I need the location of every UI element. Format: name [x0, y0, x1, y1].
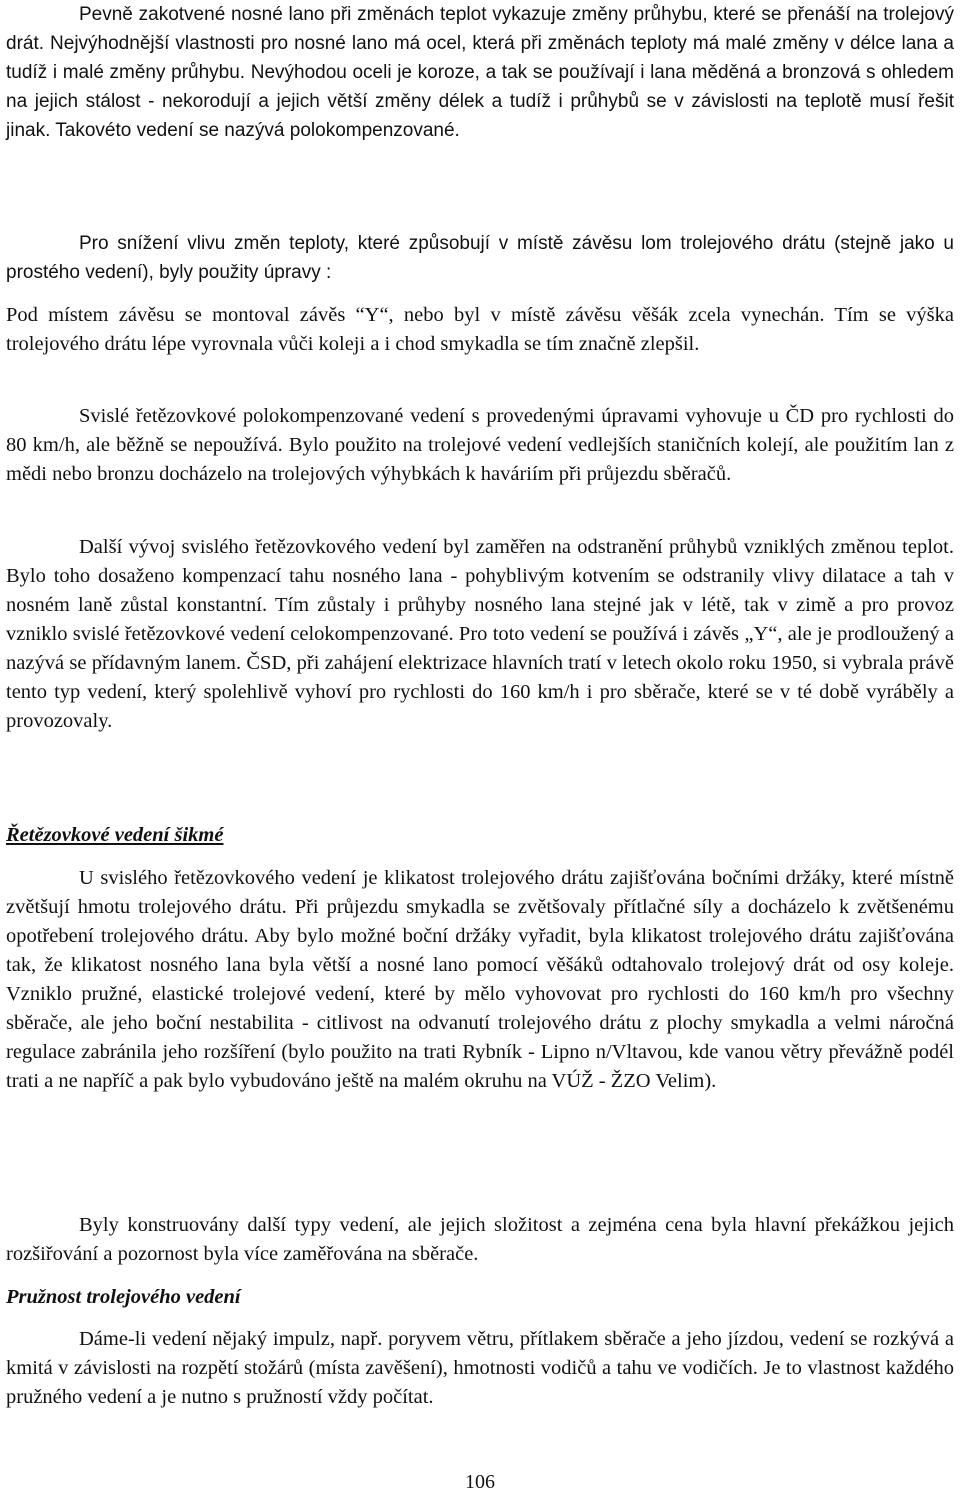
paragraph-temperature-reduction: Pro snížení vlivu změn teploty, které způsobují v místě závěsu lom trolejového drátu (stejně jako u prostého vedení), byly použity úpravy :: [6, 233, 954, 283]
paragraph-vertical-catenary: Svislé řetězovkové polokompenzované vedení s provedenými úpravami vyhovuje u ČD pro rychlosti do 80 km/h, ale běžně se nepoužívá. Bylo použito na trolejové vedení vedlejších staničních kolejí, ale použitím lan z mědi nebo bronzu docházelo na trolejových výhybkách k haváriím při průjezdu sběračů.: [6, 405, 954, 485]
paragraph-fully-compensated: Další vývoj svislého řetězovkového vedení byl zaměřen na odstranění průhybů vzniklých změnou teplot. Bylo toho dosaženo kompenzací tahu nosného lana - pohyblivým kotvením se odstranily vlivy dilatace a tah v nosném laně zůstal konstantní. Tím zůstaly i průhyby nosného lana stejné jak v létě, tak v zimě a pro provoz vzniklo svislé řetězovkové vedení celokompenzované. Pro toto vedení se používá i závěs „Y“, ale je prodloužený a nazývá se přídavným lanem. ČSD, při zahájení elektrizace hlavních tratí v letech okolo roku 1950, si vybrala právě tento typ vedení, který spolehlivě vyhoví pro rychlosti do 160 km/h i pro sběrače, které se v té době vyráběly a provozovaly.: [6, 536, 954, 732]
paragraph-semi-compensated: Pevně zakotvené nosné lano při změnách teplot vykazuje změny průhybu, které se přenáší na trolejový drát. Nejvýhodnější vlastnosti pro nosné lano má ocel, která při změnách teploty má malé změny v délce lana a tudíž i malé změny průhybu. Nevýhodou oceli je koroze, a tak se používají i lana měděná a bronzová s ohledem na jejich stálost - nekorodují a jejich větší změny délek a tudíž i průhybů se v závislosti na teplotě musí řešit jinak. Takovéto vedení se nazývá polokompenzované.: [6, 4, 954, 141]
paragraph-other-types: Byly konstruovány další typy vedení, ale jejich složitost a zejména cena byla hlavní překážkou jejich rozšiřování a pozornost byla více zaměřována na sběrače.: [6, 1214, 954, 1265]
paragraph-inclined-catenary: U svislého řetězovkového vedení je klikatost trolejového drátu zajišťována bočními držáky, které místně zvětšují hmotu trolejového drátu. Při průjezdu smykadla se zvětšovaly přítlačné síly a docházelo k zvětšenému opotřebení trolejového drátu. Aby bylo možné boční držáky vyřadit, byla klikatost trolejového drátu zajišťována tak, že klikatost nosného lana byla větší a nosné lano pomocí věšáků odtahovalo trolejový drát od osy koleje. Vzniklo pružné, elastické trolejové vedení, které by mělo vyhovovat pro rychlosti do 160 km/h pro všechny sběrače, ale jeho boční nestabilita - citlivost na odvanutí trolejového drátu z plochy smykadla a velmi náročná regulace zabránila jeho rozšíření (bylo použito na trati Rybník - Lipno n/Vltavou, kde vanou větry převážně podél trati a ne napříč a pak bylo vybudováno ještě na malém okruhu na VÚŽ - ŽZO Velim).: [6, 867, 954, 1092]
page-number: 106: [465, 1471, 495, 1493]
paragraph-y-hanger: Pod místem závěsu se montoval závěs “Y“, nebo byl v místě závěsu věšák zcela vynechán. Tím se výška trolejového drátu lépe vyrovnala vůči koleji a i chod smykadla se tím značně zlepšil.: [6, 304, 954, 355]
paragraph-elasticity: Dáme-li vedení nějaký impulz, např. poryvem větru, přítlakem sběrače a jeho jízdou, vedení se rozkývá a kmitá v závislosti na rozpětí stožárů (místa zavěšení), hmotnosti vodičů a tahu ve vodičích. Je to vlastnost každého pružného vedení a je nutno s pružností vždy počítat.: [6, 1328, 954, 1408]
heading-inclined-catenary: Řetězovkové vedení šikmé: [6, 824, 224, 846]
heading-elasticity: Pružnost trolejového vedení: [6, 1286, 241, 1308]
